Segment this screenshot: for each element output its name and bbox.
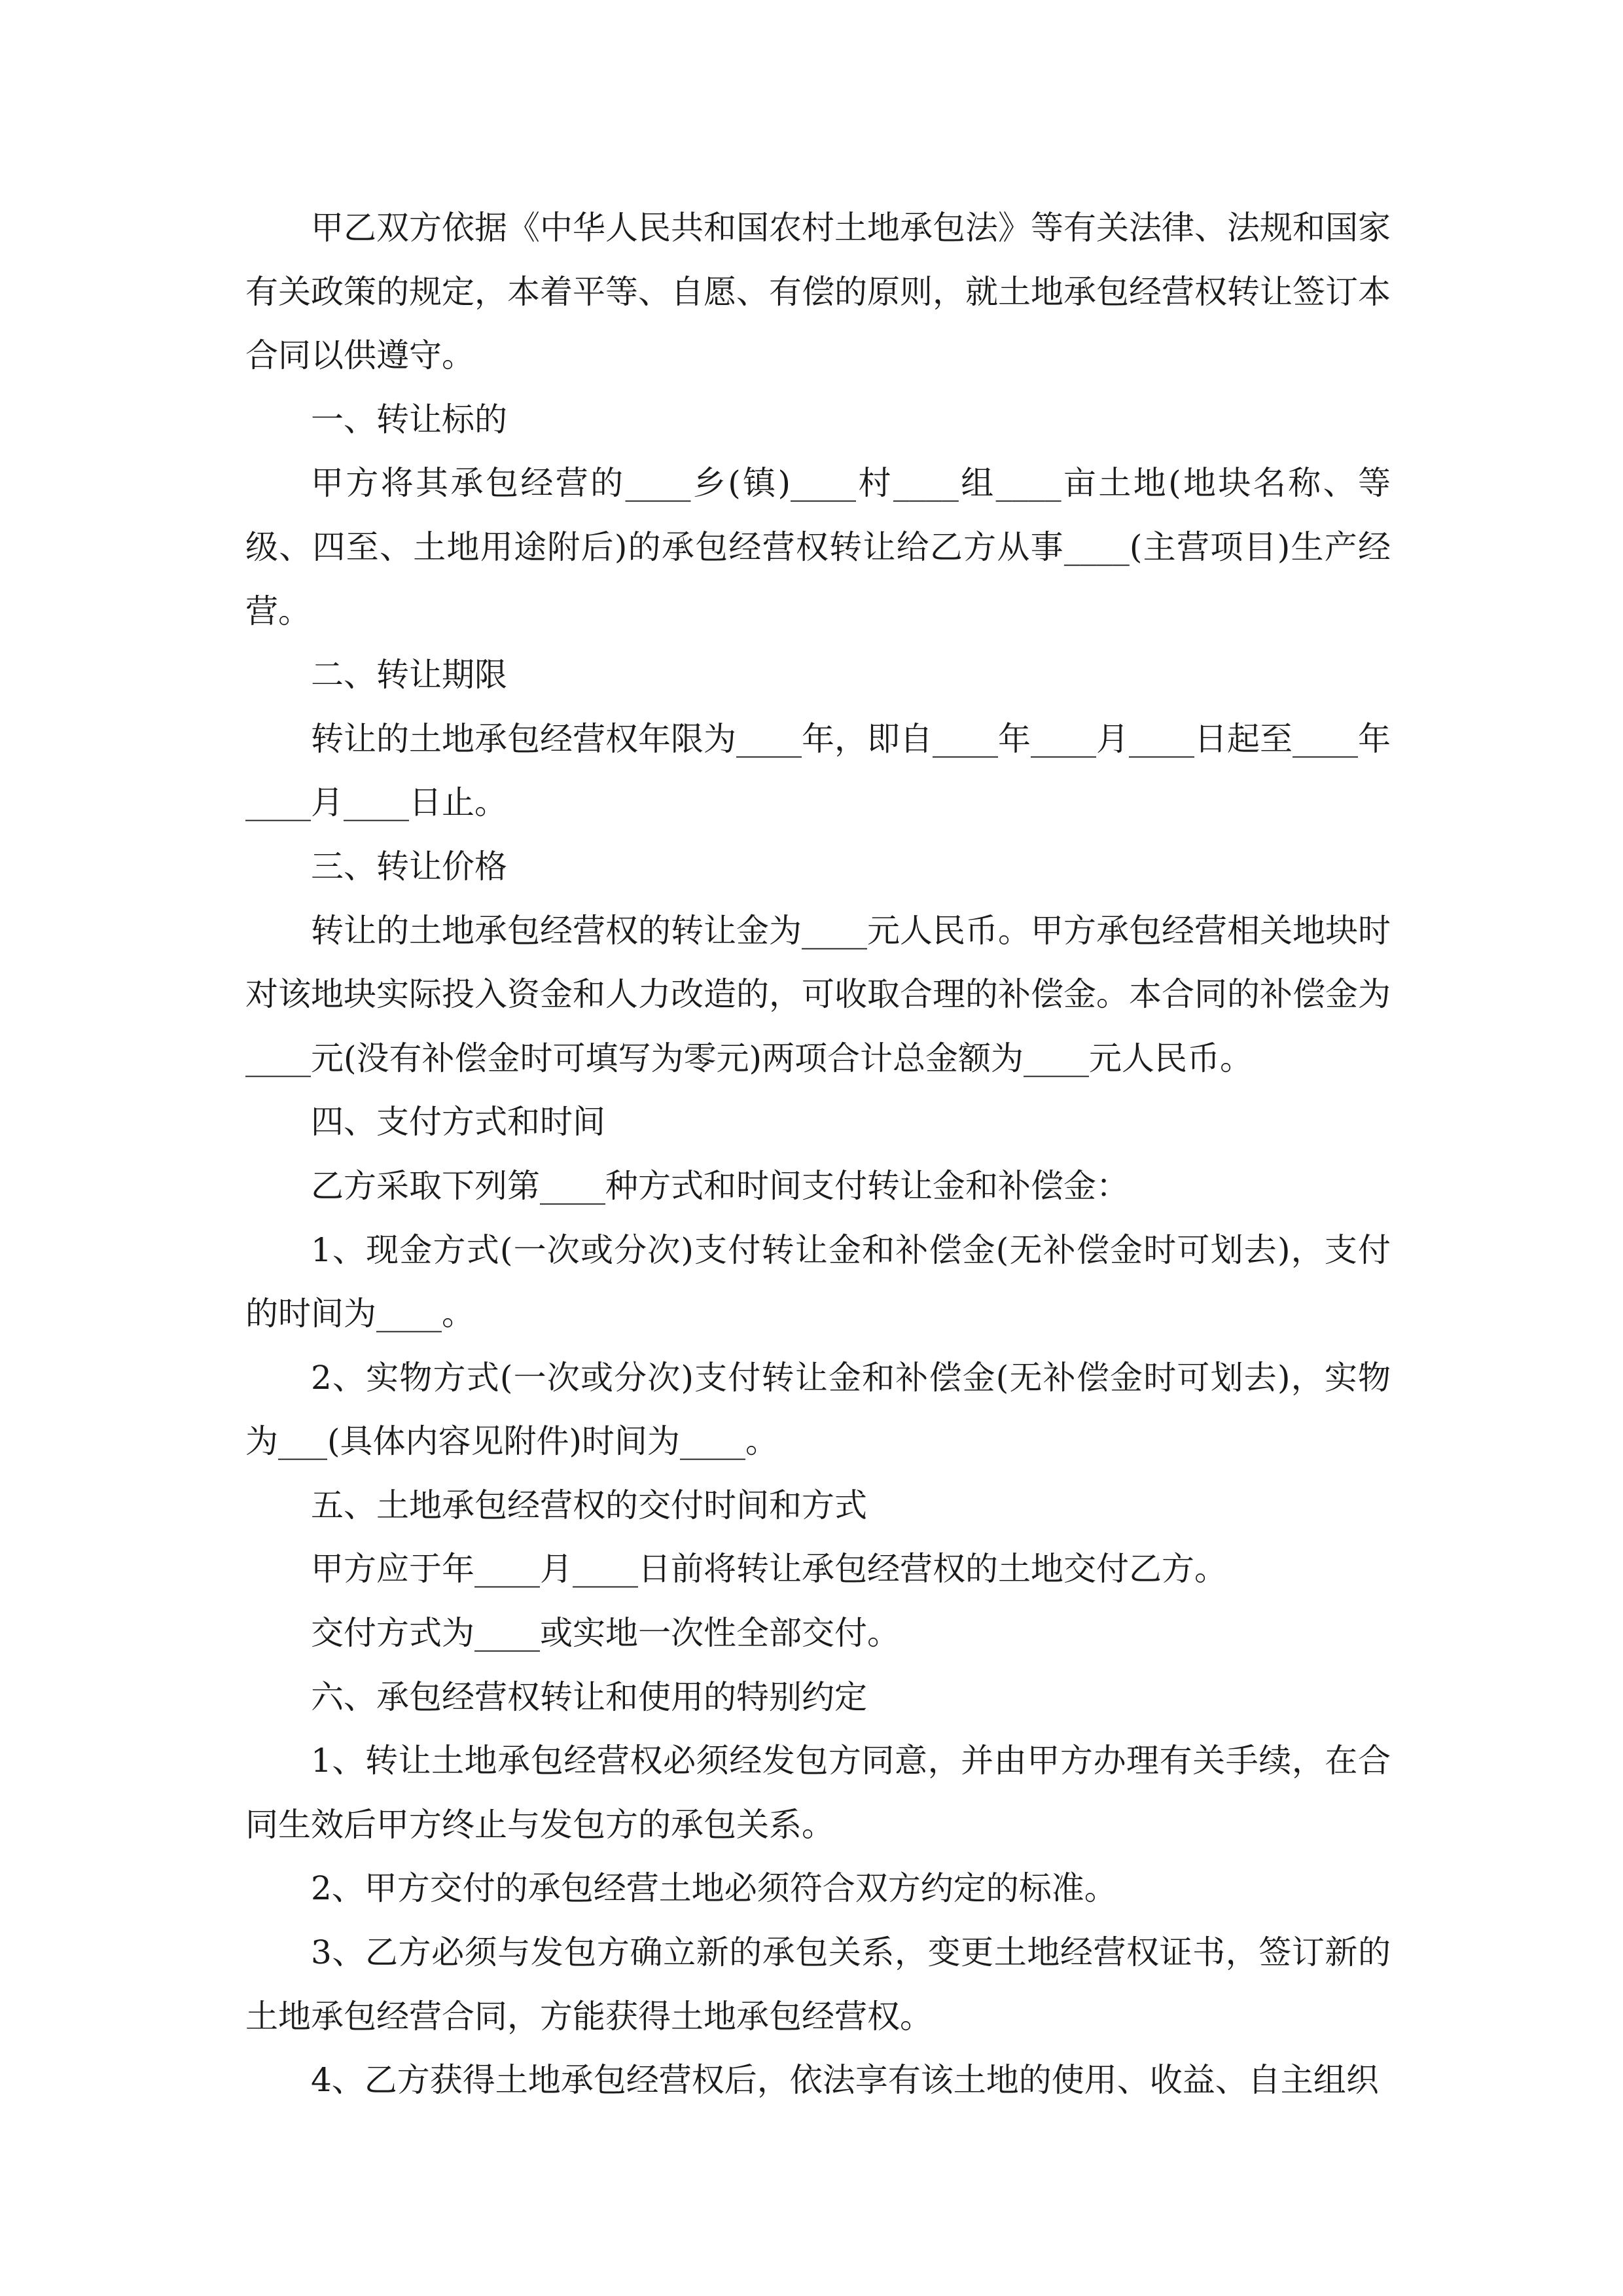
section-heading-4: 四、支付方式和时间 [311,1103,605,1141]
section-heading-3: 三、转让价格 [311,847,507,886]
section-4-paragraph: 乙方采取下列第____种方式和时间支付转让金和补偿金： [311,1166,1129,1205]
section-heading-1: 一、转让标的 [311,400,507,439]
section-heading-6: 六、承包经营权转让和使用的特别约定 [311,1677,867,1716]
section-5-paragraph-1: 甲方应于年____月____日前将转让承包经营权的土地交付乙方。 [311,1550,1227,1588]
section-6-item-2: 2、甲方交付的承包经营土地必须符合双方约定的标准。 [311,1869,1117,1908]
section-6-item-1: 1、转让土地承包经营权必须经发包方同意，并由甲方办理有关手续，在合同生效后甲方终止与发包方的承包关系。 [245,1742,1391,1844]
document-body [245,196,1391,2113]
section-6-item-4: 4、乙方获得土地承包经营权后，依法享有该土地的使用、收益、自主组织 [311,2061,1379,2100]
section-5-paragraph-2: 交付方式为____或实地一次性全部交付。 [311,1614,900,1653]
section-2-paragraph: 转让的土地承包经营权年限为____年，即自____年____月____日起至____年____月____日止。 [245,719,1391,822]
section-1-paragraph: 甲方将其承包经营的____乡(镇)____村____组____亩土地(地块名称、等级、四至、土地用途附后)的承包经营权转让给乙方从事____(主营项目)生产经营。 [245,464,1391,630]
section-4-item-2: 2、实物方式(一次或分次)支付转让金和补偿金(无补偿金时可划去)，实物为___(具体内容见附件)时间为____。 [245,1358,1391,1461]
section-6-item-3: 3、乙方必须与发包方确立新的承包关系，变更土地经营权证书，签订新的土地承包经营合同，方能获得土地承包经营权。 [245,1933,1391,2036]
intro-paragraph: 甲乙双方依据《中华人民共和国农村土地承包法》等有关法律、法规和国家有关政策的规定，本着平等、自愿、有偿的原则，就土地承包经营权转让签订本合同以供遵守。 [245,209,1391,375]
section-3-paragraph: 转让的土地承包经营权的转让金为____元人民币。甲方承包经营相关地块时对该地块实际投入资金和人力改造的，可收取合理的补偿金。本合同的补偿金为____元(没有补偿金时可填写为零元)两项合计总金额为____元人民币。 [245,911,1391,1077]
section-heading-2: 二、转让期限 [311,656,507,694]
section-4-item-1: 1、现金方式(一次或分次)支付转让金和补偿金(无补偿金时可划去)，支付的时间为____。 [245,1230,1391,1333]
section-heading-5: 五、土地承包经营权的交付时间和方式 [311,1486,867,1524]
